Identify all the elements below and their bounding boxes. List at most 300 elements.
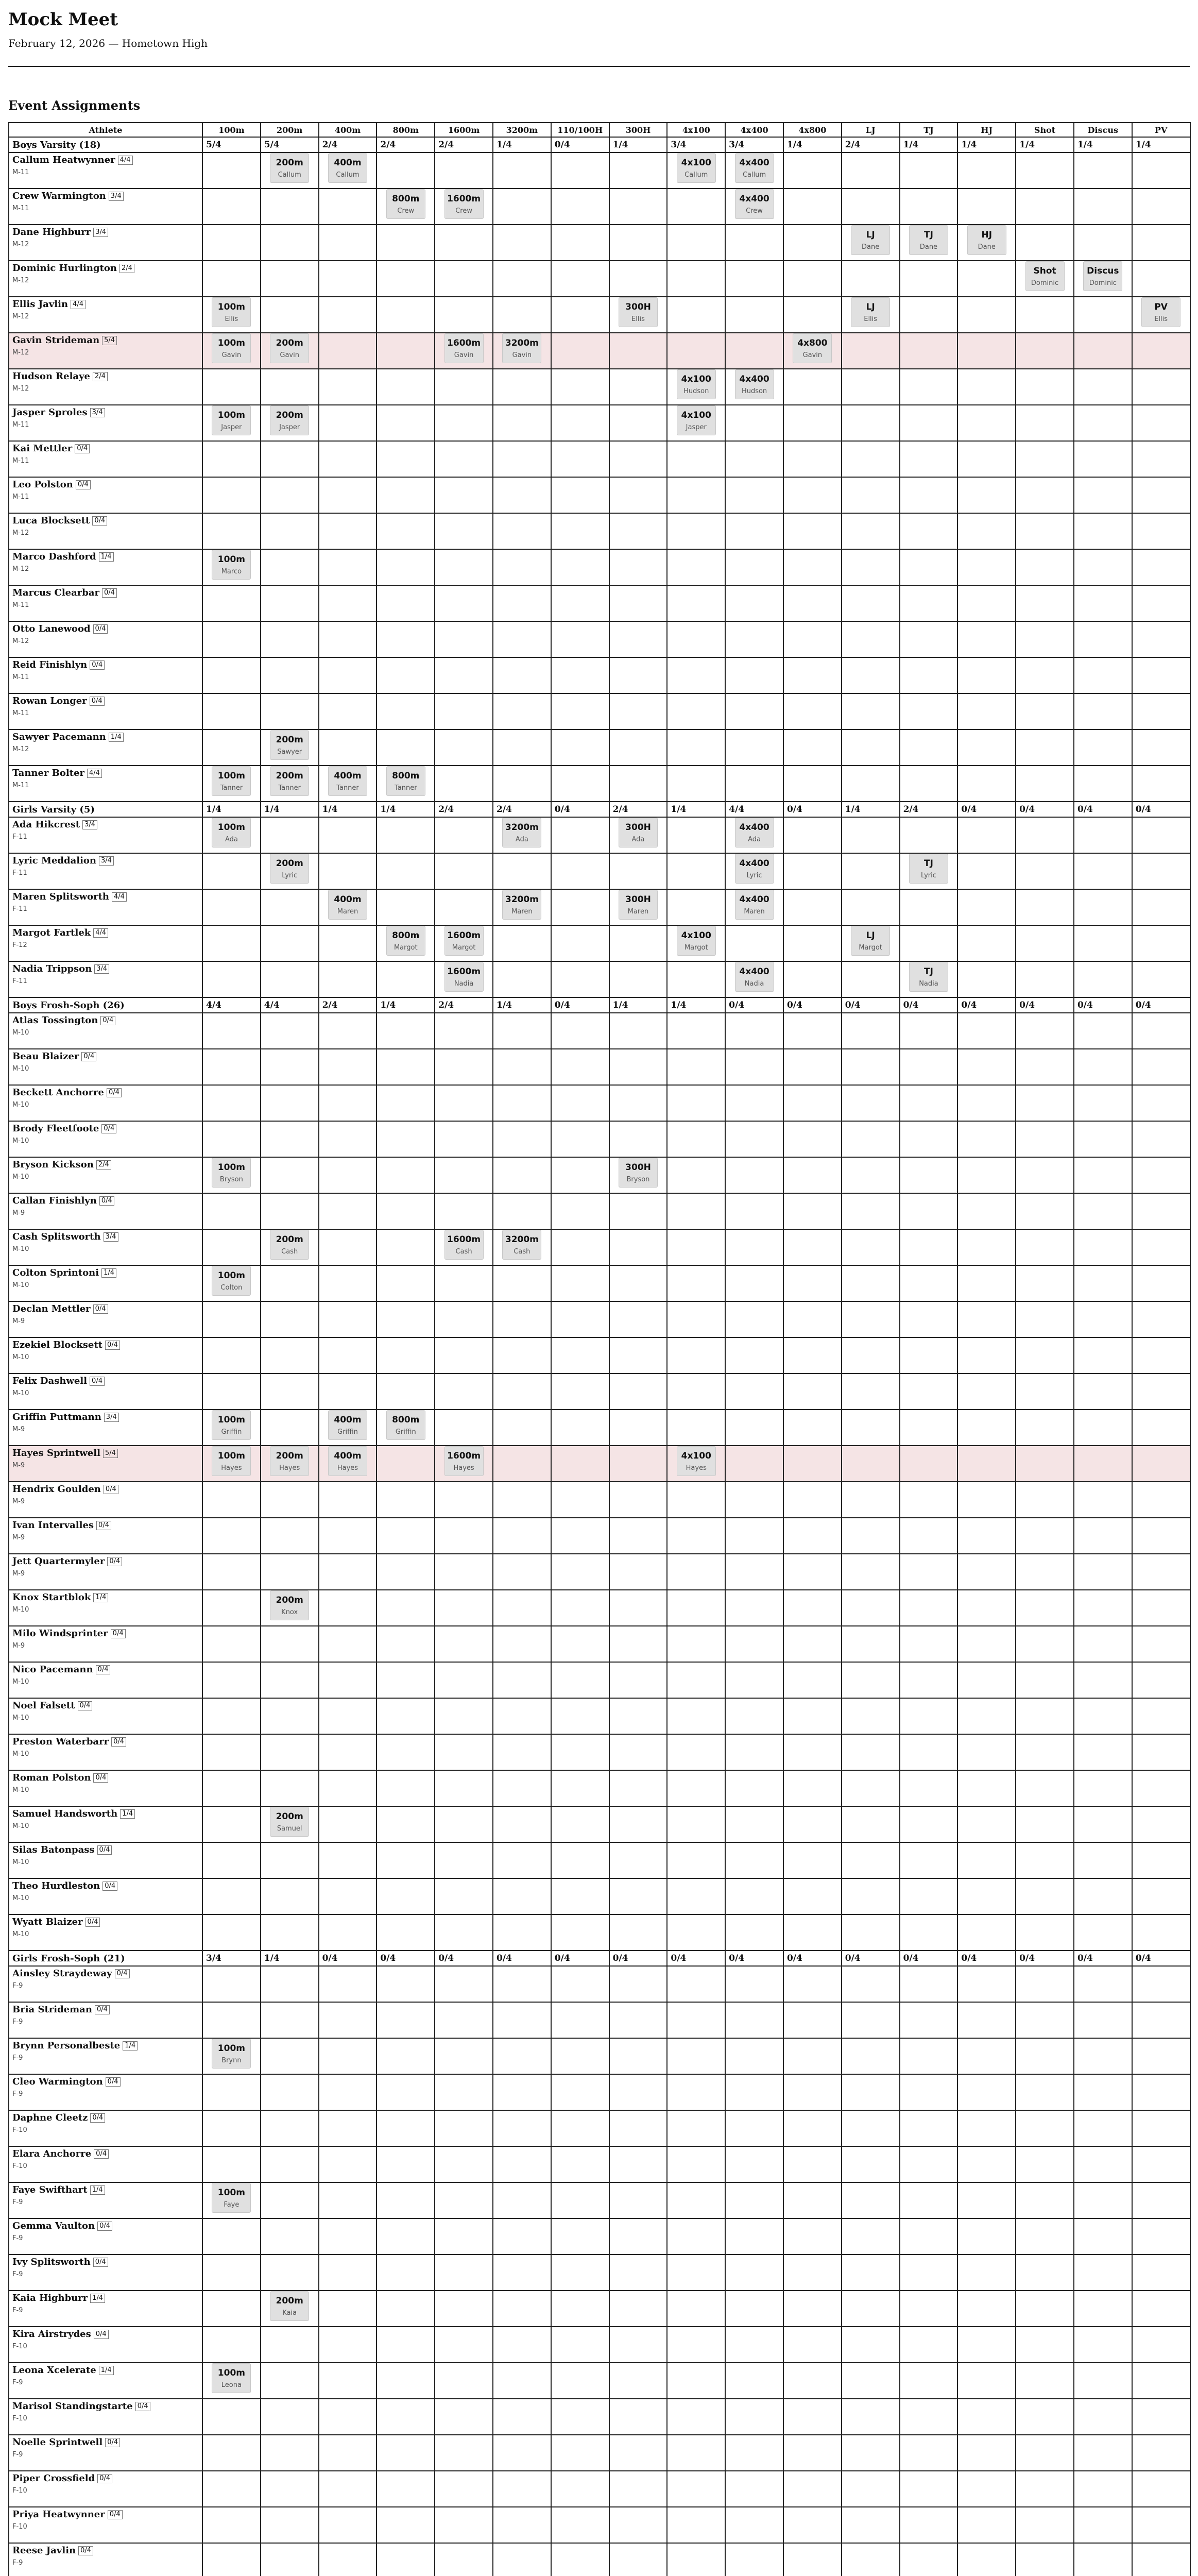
event-cell-4x100[interactable]: [667, 2291, 725, 2327]
athlete-name[interactable]: Ivy Splitsworth: [12, 2257, 91, 2267]
event-cell-tj[interactable]: [900, 1374, 958, 1410]
event-cell-4x800[interactable]: [783, 2218, 842, 2255]
event-cell-4x100[interactable]: [667, 1337, 725, 1374]
event-cell-800m[interactable]: [376, 2471, 435, 2507]
event-cell-110-100h[interactable]: [551, 1662, 609, 1698]
event-cell-lj[interactable]: [842, 297, 900, 333]
event-cell-110-100h[interactable]: [551, 1966, 609, 2002]
event-cell-1600m[interactable]: [435, 333, 493, 369]
event-cell-discus[interactable]: [1074, 333, 1132, 369]
event-cell-400m[interactable]: [319, 2327, 377, 2363]
event-cell-hj[interactable]: [957, 1626, 1016, 1662]
athlete-name[interactable]: Crew Warmington: [12, 191, 106, 201]
event-cell-300h[interactable]: [609, 333, 668, 369]
event-cell-3200m[interactable]: [493, 817, 551, 853]
event-cell-hj[interactable]: [957, 1518, 1016, 1554]
event-cell-200m[interactable]: [261, 2363, 319, 2399]
event-cell-4x800[interactable]: [783, 477, 842, 513]
event-cell-110-100h[interactable]: [551, 1446, 609, 1482]
event-chip[interactable]: [851, 926, 890, 956]
event-cell-hj[interactable]: [957, 2399, 1016, 2435]
event-cell-tj[interactable]: [900, 1554, 958, 1590]
event-cell-400m[interactable]: [319, 961, 377, 997]
event-chip[interactable]: [212, 2183, 251, 2213]
event-cell-400m[interactable]: [319, 225, 377, 261]
event-cell-100m[interactable]: [202, 1049, 261, 1085]
event-cell-200m[interactable]: [261, 925, 319, 961]
event-cell-400m[interactable]: [319, 2146, 377, 2182]
event-cell-hj[interactable]: [957, 1193, 1016, 1229]
event-cell-shot[interactable]: [1016, 925, 1074, 961]
event-cell-tj[interactable]: [900, 369, 958, 405]
event-cell-tj[interactable]: [900, 1842, 958, 1878]
event-cell-pv[interactable]: [1132, 405, 1190, 441]
athlete-name[interactable]: Hendrix Goulden: [12, 1484, 101, 1495]
event-cell-1600m[interactable]: [435, 1770, 493, 1806]
event-cell-shot[interactable]: [1016, 2255, 1074, 2291]
event-cell-3200m[interactable]: [493, 1374, 551, 1410]
event-cell-4x800[interactable]: [783, 225, 842, 261]
event-cell-tj[interactable]: [900, 1806, 958, 1842]
event-cell-pv[interactable]: [1132, 2507, 1190, 2543]
event-cell-hj[interactable]: [957, 1966, 1016, 2002]
event-cell-1600m[interactable]: [435, 1410, 493, 1446]
event-cell-1600m[interactable]: [435, 441, 493, 477]
athlete-name[interactable]: Ezekiel Blocksett: [12, 1340, 102, 1350]
event-cell-4x100[interactable]: [667, 2146, 725, 2182]
event-cell-400m[interactable]: [319, 513, 377, 549]
event-cell-800m[interactable]: [376, 2507, 435, 2543]
event-cell-100m[interactable]: [202, 549, 261, 585]
event-cell-discus[interactable]: [1074, 817, 1132, 853]
event-cell-200m[interactable]: [261, 693, 319, 730]
event-chip[interactable]: [444, 333, 484, 363]
event-cell-3200m[interactable]: [493, 152, 551, 189]
event-cell-pv[interactable]: [1132, 766, 1190, 802]
event-chip[interactable]: [1083, 261, 1122, 291]
event-cell-4x800[interactable]: [783, 1374, 842, 1410]
event-cell-discus[interactable]: [1074, 369, 1132, 405]
event-cell-200m[interactable]: [261, 1518, 319, 1554]
event-cell-4x800[interactable]: [783, 2471, 842, 2507]
event-cell-1600m[interactable]: [435, 817, 493, 853]
event-cell-4x400[interactable]: [725, 1770, 783, 1806]
event-cell-1600m[interactable]: [435, 1482, 493, 1518]
event-cell-4x100[interactable]: [667, 2038, 725, 2074]
event-chip[interactable]: [502, 890, 541, 920]
event-cell-300h[interactable]: [609, 1878, 668, 1914]
event-cell-tj[interactable]: [900, 2327, 958, 2363]
event-cell-400m[interactable]: [319, 189, 377, 225]
event-cell-4x400[interactable]: [725, 369, 783, 405]
event-cell-110-100h[interactable]: [551, 1374, 609, 1410]
event-cell-4x800[interactable]: [783, 925, 842, 961]
event-chip[interactable]: [502, 818, 541, 848]
athlete-name[interactable]: Elara Anchorre: [12, 2148, 92, 2159]
event-cell-4x400[interactable]: [725, 925, 783, 961]
event-cell-400m[interactable]: [319, 1770, 377, 1806]
event-cell-discus[interactable]: [1074, 2218, 1132, 2255]
event-cell-110-100h[interactable]: [551, 2507, 609, 2543]
event-cell-lj[interactable]: [842, 817, 900, 853]
event-cell-tj[interactable]: [900, 1265, 958, 1301]
event-cell-tj[interactable]: [900, 1626, 958, 1662]
event-cell-shot[interactable]: [1016, 2507, 1074, 2543]
event-cell-100m[interactable]: [202, 1914, 261, 1951]
event-cell-110-100h[interactable]: [551, 1301, 609, 1337]
event-chip[interactable]: [735, 818, 774, 848]
event-cell-1600m[interactable]: [435, 261, 493, 297]
event-cell-tj[interactable]: [900, 766, 958, 802]
event-cell-300h[interactable]: [609, 1410, 668, 1446]
event-cell-400m[interactable]: [319, 261, 377, 297]
event-cell-400m[interactable]: [319, 2543, 377, 2576]
event-cell-1600m[interactable]: [435, 1698, 493, 1734]
event-cell-110-100h[interactable]: [551, 1265, 609, 1301]
event-cell-400m[interactable]: [319, 1914, 377, 1951]
event-cell-400m[interactable]: [319, 1193, 377, 1229]
athlete-name[interactable]: Colton Sprintoni: [12, 1267, 99, 1278]
event-cell-300h[interactable]: [609, 1518, 668, 1554]
event-cell-discus[interactable]: [1074, 1806, 1132, 1842]
event-chip[interactable]: [677, 405, 716, 435]
event-cell-pv[interactable]: [1132, 1482, 1190, 1518]
event-cell-pv[interactable]: [1132, 889, 1190, 925]
event-cell-4x400[interactable]: [725, 766, 783, 802]
event-cell-pv[interactable]: [1132, 1085, 1190, 1121]
event-cell-400m[interactable]: [319, 2363, 377, 2399]
athlete-name[interactable]: Reid Finishlyn: [12, 659, 88, 670]
event-cell-400m[interactable]: [319, 1229, 377, 1265]
event-cell-hj[interactable]: [957, 2002, 1016, 2038]
event-cell-800m[interactable]: [376, 2291, 435, 2327]
event-cell-4x400[interactable]: [725, 1878, 783, 1914]
event-cell-pv[interactable]: [1132, 1121, 1190, 1157]
event-cell-200m[interactable]: [261, 2507, 319, 2543]
event-cell-800m[interactable]: [376, 1806, 435, 1842]
event-cell-tj[interactable]: [900, 1157, 958, 1193]
event-cell-200m[interactable]: [261, 297, 319, 333]
event-cell-100m[interactable]: [202, 369, 261, 405]
event-cell-4x400[interactable]: [725, 1446, 783, 1482]
event-chip[interactable]: [735, 962, 774, 992]
event-cell-shot[interactable]: [1016, 261, 1074, 297]
event-cell-lj[interactable]: [842, 1482, 900, 1518]
event-cell-200m[interactable]: [261, 889, 319, 925]
event-cell-400m[interactable]: [319, 1301, 377, 1337]
event-cell-200m[interactable]: [261, 2038, 319, 2074]
event-cell-discus[interactable]: [1074, 621, 1132, 657]
event-cell-4x100[interactable]: [667, 441, 725, 477]
event-cell-800m[interactable]: [376, 1157, 435, 1193]
event-cell-4x100[interactable]: [667, 333, 725, 369]
event-cell-100m[interactable]: [202, 2543, 261, 2576]
event-cell-hj[interactable]: [957, 1554, 1016, 1590]
event-cell-800m[interactable]: [376, 853, 435, 889]
event-cell-lj[interactable]: [842, 693, 900, 730]
event-cell-200m[interactable]: [261, 189, 319, 225]
event-cell-tj[interactable]: [900, 2074, 958, 2110]
athlete-name[interactable]: Ainsley Straydeway: [12, 1968, 112, 1979]
event-cell-tj[interactable]: [900, 1770, 958, 1806]
event-cell-1600m[interactable]: [435, 1085, 493, 1121]
event-cell-tj[interactable]: [900, 152, 958, 189]
event-cell-1600m[interactable]: [435, 297, 493, 333]
event-cell-400m[interactable]: [319, 1878, 377, 1914]
event-cell-shot[interactable]: [1016, 549, 1074, 585]
event-cell-1600m[interactable]: [435, 1966, 493, 2002]
event-cell-3200m[interactable]: [493, 333, 551, 369]
event-cell-lj[interactable]: [842, 1878, 900, 1914]
athlete-name[interactable]: Beckett Anchorre: [12, 1087, 104, 1098]
event-cell-300h[interactable]: [609, 1049, 668, 1085]
event-cell-300h[interactable]: [609, 1734, 668, 1770]
event-cell-shot[interactable]: [1016, 1337, 1074, 1374]
event-cell-pv[interactable]: [1132, 1698, 1190, 1734]
event-cell-discus[interactable]: [1074, 1374, 1132, 1410]
event-cell-110-100h[interactable]: [551, 549, 609, 585]
event-cell-400m[interactable]: [319, 2038, 377, 2074]
event-cell-800m[interactable]: [376, 817, 435, 853]
event-cell-110-100h[interactable]: [551, 1878, 609, 1914]
event-cell-4x400[interactable]: [725, 657, 783, 693]
event-cell-tj[interactable]: [900, 1482, 958, 1518]
event-cell-discus[interactable]: [1074, 766, 1132, 802]
event-cell-lj[interactable]: [842, 1301, 900, 1337]
athlete-name[interactable]: Cash Splitsworth: [12, 1231, 101, 1242]
event-cell-tj[interactable]: [900, 1121, 958, 1157]
event-cell-110-100h[interactable]: [551, 261, 609, 297]
event-cell-4x100[interactable]: [667, 297, 725, 333]
event-cell-shot[interactable]: [1016, 1966, 1074, 2002]
event-cell-4x400[interactable]: [725, 2543, 783, 2576]
event-cell-400m[interactable]: [319, 730, 377, 766]
event-cell-1600m[interactable]: [435, 2255, 493, 2291]
event-cell-1600m[interactable]: [435, 1337, 493, 1374]
event-cell-4x100[interactable]: [667, 585, 725, 621]
event-cell-hj[interactable]: [957, 2255, 1016, 2291]
event-cell-4x100[interactable]: [667, 693, 725, 730]
event-cell-800m[interactable]: [376, 1518, 435, 1554]
event-cell-4x400[interactable]: [725, 261, 783, 297]
event-cell-shot[interactable]: [1016, 2399, 1074, 2435]
event-cell-4x100[interactable]: [667, 730, 725, 766]
event-cell-4x400[interactable]: [725, 2435, 783, 2471]
event-cell-100m[interactable]: [202, 693, 261, 730]
event-cell-3200m[interactable]: [493, 225, 551, 261]
event-cell-300h[interactable]: [609, 2363, 668, 2399]
event-chip[interactable]: [677, 926, 716, 956]
event-cell-tj[interactable]: [900, 549, 958, 585]
event-cell-4x400[interactable]: [725, 1554, 783, 1590]
event-cell-110-100h[interactable]: [551, 225, 609, 261]
event-cell-100m[interactable]: [202, 477, 261, 513]
event-chip[interactable]: [1025, 261, 1065, 291]
event-cell-hj[interactable]: [957, 1842, 1016, 1878]
event-cell-1600m[interactable]: [435, 1374, 493, 1410]
event-cell-3200m[interactable]: [493, 889, 551, 925]
event-cell-300h[interactable]: [609, 1446, 668, 1482]
event-cell-800m[interactable]: [376, 2255, 435, 2291]
event-cell-200m[interactable]: [261, 1842, 319, 1878]
event-cell-110-100h[interactable]: [551, 853, 609, 889]
event-cell-4x100[interactable]: [667, 1626, 725, 1662]
athlete-name[interactable]: Priya Heatwynner: [12, 2509, 105, 2520]
event-cell-3200m[interactable]: [493, 369, 551, 405]
event-cell-lj[interactable]: [842, 730, 900, 766]
event-cell-3200m[interactable]: [493, 1193, 551, 1229]
athlete-name[interactable]: Reese Javlin: [12, 2545, 76, 2556]
event-cell-300h[interactable]: [609, 693, 668, 730]
event-cell-hj[interactable]: [957, 2038, 1016, 2074]
event-cell-shot[interactable]: [1016, 189, 1074, 225]
event-cell-4x400[interactable]: [725, 1013, 783, 1049]
event-cell-300h[interactable]: [609, 2507, 668, 2543]
event-cell-100m[interactable]: [202, 657, 261, 693]
athlete-name[interactable]: Declan Mettler: [12, 1303, 91, 1314]
event-cell-shot[interactable]: [1016, 1914, 1074, 1951]
event-cell-100m[interactable]: [202, 225, 261, 261]
event-cell-tj[interactable]: [900, 1410, 958, 1446]
event-cell-pv[interactable]: [1132, 1770, 1190, 1806]
event-cell-1600m[interactable]: [435, 925, 493, 961]
event-cell-200m[interactable]: [261, 1301, 319, 1337]
event-cell-lj[interactable]: [842, 1337, 900, 1374]
event-chip[interactable]: [270, 1230, 309, 1260]
event-cell-200m[interactable]: [261, 2002, 319, 2038]
event-cell-discus[interactable]: [1074, 1337, 1132, 1374]
event-cell-hj[interactable]: [957, 2218, 1016, 2255]
event-cell-4x800[interactable]: [783, 2399, 842, 2435]
event-cell-3200m[interactable]: [493, 1878, 551, 1914]
event-cell-lj[interactable]: [842, 2074, 900, 2110]
event-cell-100m[interactable]: [202, 2038, 261, 2074]
event-cell-300h[interactable]: [609, 1590, 668, 1626]
event-cell-3200m[interactable]: [493, 2146, 551, 2182]
event-cell-hj[interactable]: [957, 1085, 1016, 1121]
event-cell-300h[interactable]: [609, 1806, 668, 1842]
event-cell-800m[interactable]: [376, 1878, 435, 1914]
event-cell-3200m[interactable]: [493, 297, 551, 333]
event-cell-shot[interactable]: [1016, 2110, 1074, 2146]
event-cell-shot[interactable]: [1016, 621, 1074, 657]
event-cell-hj[interactable]: [957, 2182, 1016, 2218]
event-cell-shot[interactable]: [1016, 2074, 1074, 2110]
event-cell-4x400[interactable]: [725, 1734, 783, 1770]
event-cell-400m[interactable]: [319, 1626, 377, 1662]
event-cell-4x100[interactable]: [667, 405, 725, 441]
athlete-name[interactable]: Luca Blocksett: [12, 515, 90, 526]
event-cell-300h[interactable]: [609, 2146, 668, 2182]
event-cell-tj[interactable]: [900, 889, 958, 925]
event-cell-pv[interactable]: [1132, 189, 1190, 225]
event-cell-4x800[interactable]: [783, 1662, 842, 1698]
event-cell-tj[interactable]: [900, 585, 958, 621]
event-chip[interactable]: [735, 854, 774, 884]
athlete-name[interactable]: Beau Blaizer: [12, 1051, 79, 1062]
event-cell-1600m[interactable]: [435, 2038, 493, 2074]
event-cell-discus[interactable]: [1074, 585, 1132, 621]
athlete-name[interactable]: Callum Heatwynner: [12, 155, 115, 165]
event-cell-800m[interactable]: [376, 1049, 435, 1085]
event-cell-shot[interactable]: [1016, 1193, 1074, 1229]
event-cell-4x400[interactable]: [725, 889, 783, 925]
event-cell-hj[interactable]: [957, 2471, 1016, 2507]
event-cell-4x100[interactable]: [667, 1770, 725, 1806]
event-cell-110-100h[interactable]: [551, 2471, 609, 2507]
event-cell-shot[interactable]: [1016, 1878, 1074, 1914]
event-cell-1600m[interactable]: [435, 1049, 493, 1085]
event-cell-1600m[interactable]: [435, 1013, 493, 1049]
event-cell-3200m[interactable]: [493, 585, 551, 621]
event-cell-lj[interactable]: [842, 1698, 900, 1734]
event-cell-300h[interactable]: [609, 2002, 668, 2038]
event-cell-lj[interactable]: [842, 152, 900, 189]
event-cell-pv[interactable]: [1132, 817, 1190, 853]
event-cell-400m[interactable]: [319, 1662, 377, 1698]
event-cell-pv[interactable]: [1132, 1157, 1190, 1193]
event-cell-3200m[interactable]: [493, 1410, 551, 1446]
event-cell-hj[interactable]: [957, 441, 1016, 477]
event-cell-shot[interactable]: [1016, 2435, 1074, 2471]
event-cell-discus[interactable]: [1074, 441, 1132, 477]
event-cell-110-100h[interactable]: [551, 513, 609, 549]
event-cell-hj[interactable]: [957, 225, 1016, 261]
event-cell-110-100h[interactable]: [551, 1554, 609, 1590]
event-cell-1600m[interactable]: [435, 1193, 493, 1229]
event-cell-hj[interactable]: [957, 889, 1016, 925]
event-cell-1600m[interactable]: [435, 2146, 493, 2182]
athlete-name[interactable]: Marisol Standingstarte: [12, 2401, 133, 2412]
event-cell-800m[interactable]: [376, 1626, 435, 1662]
event-cell-110-100h[interactable]: [551, 405, 609, 441]
event-cell-4x100[interactable]: [667, 1374, 725, 1410]
event-cell-discus[interactable]: [1074, 1085, 1132, 1121]
event-chip[interactable]: [212, 550, 251, 580]
event-chip[interactable]: [851, 225, 890, 255]
event-cell-hj[interactable]: [957, 1446, 1016, 1482]
event-cell-110-100h[interactable]: [551, 2002, 609, 2038]
event-cell-shot[interactable]: [1016, 1734, 1074, 1770]
event-cell-lj[interactable]: [842, 2218, 900, 2255]
event-chip[interactable]: [212, 766, 251, 796]
event-cell-pv[interactable]: [1132, 1914, 1190, 1951]
event-cell-pv[interactable]: [1132, 585, 1190, 621]
event-cell-4x100[interactable]: [667, 1806, 725, 1842]
event-cell-100m[interactable]: [202, 1157, 261, 1193]
event-cell-shot[interactable]: [1016, 225, 1074, 261]
event-cell-300h[interactable]: [609, 889, 668, 925]
event-cell-300h[interactable]: [609, 369, 668, 405]
athlete-name[interactable]: Silas Batonpass: [12, 1844, 95, 1855]
event-cell-pv[interactable]: [1132, 925, 1190, 961]
event-cell-pv[interactable]: [1132, 1554, 1190, 1590]
event-cell-4x800[interactable]: [783, 1590, 842, 1626]
event-cell-1600m[interactable]: [435, 2327, 493, 2363]
event-cell-1600m[interactable]: [435, 2074, 493, 2110]
event-cell-hj[interactable]: [957, 657, 1016, 693]
event-cell-100m[interactable]: [202, 1229, 261, 1265]
event-cell-100m[interactable]: [202, 1554, 261, 1590]
event-cell-100m[interactable]: [202, 1590, 261, 1626]
event-cell-4x800[interactable]: [783, 152, 842, 189]
event-cell-200m[interactable]: [261, 853, 319, 889]
event-cell-pv[interactable]: [1132, 369, 1190, 405]
event-chip[interactable]: [793, 333, 832, 363]
event-cell-100m[interactable]: [202, 405, 261, 441]
event-cell-4x800[interactable]: [783, 2435, 842, 2471]
event-cell-400m[interactable]: [319, 2471, 377, 2507]
